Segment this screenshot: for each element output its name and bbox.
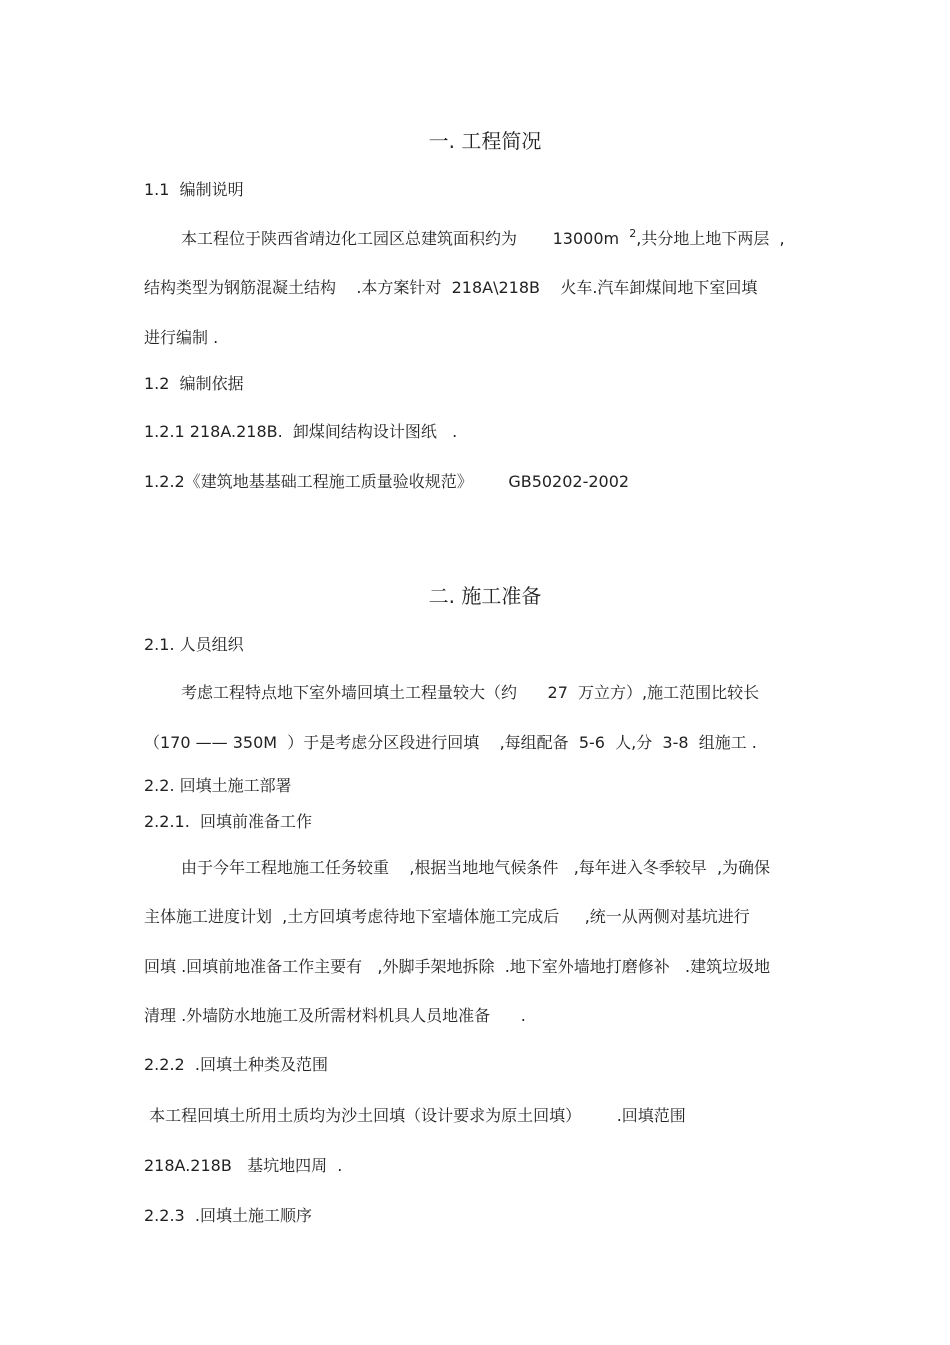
subsection-heading-2-2-2: 2.2.2 .回填土种类及范围 [144,1055,328,1074]
subsection-heading-2-2-3: 2.2.3 .回填土施工顺序 [144,1206,312,1225]
section-title-1: 一. 工程简况 [428,129,542,153]
paragraph-2-1-line-2: （170 —— 350M ）于是考虑分区段进行回填 ,每组配备 5-6 人,分 3-8 组施工 . [144,733,757,752]
paragraph-1-1-line-3: 进行编制 . [144,328,219,347]
reference-1-2-2: 1.2.2《建筑地基基础工程施工质量验收规范》 GB50202-2002 [144,472,630,491]
paragraph-2-2-1-line-2: 主体施工进度计划 ,土方回填考虑待地下室墙体施工完成后 ,统一从两侧对基坑进行 [144,907,750,926]
paragraph-2-2-2-line-1: 本工程回填土所用土质均为沙土回填（设计要求为原土回填） .回填范围 [144,1106,686,1125]
paragraph-text: ,共分地上地下两层 , [636,229,785,248]
reference-1-2-1: 1.2.1 218A.218B. 卸煤间结构设计图纸 . [144,422,458,441]
section-title-2: 二. 施工准备 [428,584,542,608]
paragraph-2-2-2-line-2: 218A.218B 基坑地四周 . [144,1156,343,1175]
paragraph-text: 本工程位于陕西省靖边化工园区总建筑面积约为 13000m [181,229,630,248]
paragraph-2-2-1-line-1: 由于今年工程地施工任务较重 ,根据当地地气候条件 ,每年进入冬季较早 ,为确保 [181,858,771,877]
subsection-heading-2-2-1: 2.2.1. 回填前准备工作 [144,812,312,831]
paragraph-1-1-line-1 [181,229,785,251]
subsection-heading-1-2: 1.2 编制依据 [144,374,244,393]
paragraph-2-2-1-line-3: 回填 .回填前地准备工作主要有 ,外脚手架地拆除 .地下室外墙地打磨修补 .建筑垃圾地 [144,957,771,976]
paragraph-2-1-line-1: 考虑工程特点地下室外墙回填土工程量较大（约 27 万立方）,施工范围比较长 [181,683,760,702]
subsection-heading-2-2: 2.2. 回填土施工部署 [144,776,292,795]
superscript-text: 2 [629,227,637,240]
paragraph-2-2-1-line-4: 清理 .外墙防水地施工及所需材料机具人员地准备 . [144,1006,526,1025]
paragraph-1-1-line-2: 结构类型为钢筋混凝土结构 .本方案针对 218A\218B 火车.汽车卸煤间地下室回填 [144,278,758,297]
subsection-heading-1-1: 1.1 编制说明 [144,180,244,199]
subsection-heading-2-1: 2.1. 人员组织 [144,635,244,654]
